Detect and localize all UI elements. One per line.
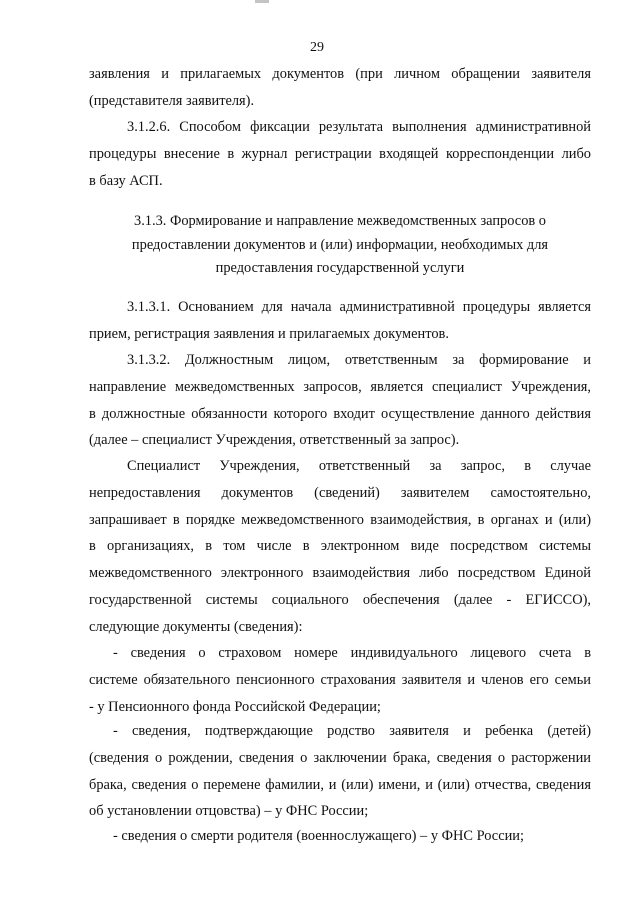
text-line: 3.1.2.6. Способом фиксации результата выполнения административной (127, 119, 591, 135)
text-line: непредоставления документов (сведений) заявителем самостоятельно, (89, 484, 591, 501)
text-line: следующие документы (сведения): (89, 618, 303, 635)
text-line: процедуры внесение в журнал регистрации входящей корреспонденции либо (89, 145, 591, 162)
text-line: направление межведомственных запросов, является специалист Учреждения, (89, 378, 591, 395)
heading-line: 3.1.3. Формирование и направление межведомственных запросов о (134, 213, 546, 229)
text-line: 3.1.3.1. Основанием для начала административной процедуры является (127, 299, 591, 315)
page-number: 29 (310, 40, 324, 55)
list-item-insurance-number (89, 640, 591, 720)
text-line: государственной системы социального обеспечения (далее - ЕГИССО), (89, 591, 591, 608)
text-line: Специалист Учреждения, ответственный за запрос, в случае (127, 458, 591, 474)
text-line: межведомственного электронного взаимодействия либо посредством Единой (89, 565, 591, 582)
text-line: (сведения о рождении, сведения о заключении брака, сведения о расторжении (89, 749, 591, 766)
text-line: - сведения о смерти родителя (военнослужащего) – у ФНС России; (113, 828, 524, 844)
list-item-kinship (89, 718, 591, 825)
text-line: - у Пенсионного фонда Российской Федерации; (89, 698, 381, 715)
paragraph-3-1-2-6 (89, 114, 591, 194)
text-line: в организациях, в том числе в электронном виде посредством системы (89, 538, 591, 555)
list-item-death-record (89, 823, 591, 850)
text-line: системе обязательного пенсионного страхования заявителя и членов его семьи (89, 671, 591, 688)
paragraph-specialist-requests (89, 453, 591, 641)
text-line: - сведения о страховом номере индивидуального лицевого счета в (113, 645, 591, 661)
section-heading-3-1-3 (89, 210, 591, 281)
paragraph-3-1-3-1 (89, 294, 591, 348)
text-line: прием, регистрация заявления и прилагаемых документов. (89, 325, 449, 342)
text-line: брака, сведения о перемене фамилии, и (или) имени, и (или) отчества, сведения (89, 776, 591, 793)
scan-artifact (255, 0, 269, 3)
heading-line: предоставления государственной услуги (215, 260, 465, 276)
text-line: 3.1.3.2. Должностным лицом, ответственным за формирование и (127, 352, 591, 368)
text-line: - сведения, подтверждающие родство заявителя и ребенка (детей) (113, 723, 591, 739)
text-line: заявления и прилагаемых документов (при личном обращении заявителя (89, 66, 591, 82)
text-line: (представителя заявителя). (89, 92, 255, 109)
text-line: в базу АСП. (89, 172, 163, 189)
text-line: (далее – специалист Учреждения, ответственный за запрос). (89, 432, 460, 449)
paragraph-continuation (89, 61, 591, 115)
text-line: запрашивает в порядке межведомственного взаимодействия, в органах и (или) (89, 511, 591, 528)
text-line: в должностные обязанности которого входит осуществление данного действия (89, 405, 591, 422)
heading-line: предоставлении документов и (или) информации, необходимых для (131, 236, 549, 253)
text-line: об установлении отцовства) – у ФНС России; (89, 803, 369, 820)
paragraph-3-1-3-2 (89, 347, 591, 454)
